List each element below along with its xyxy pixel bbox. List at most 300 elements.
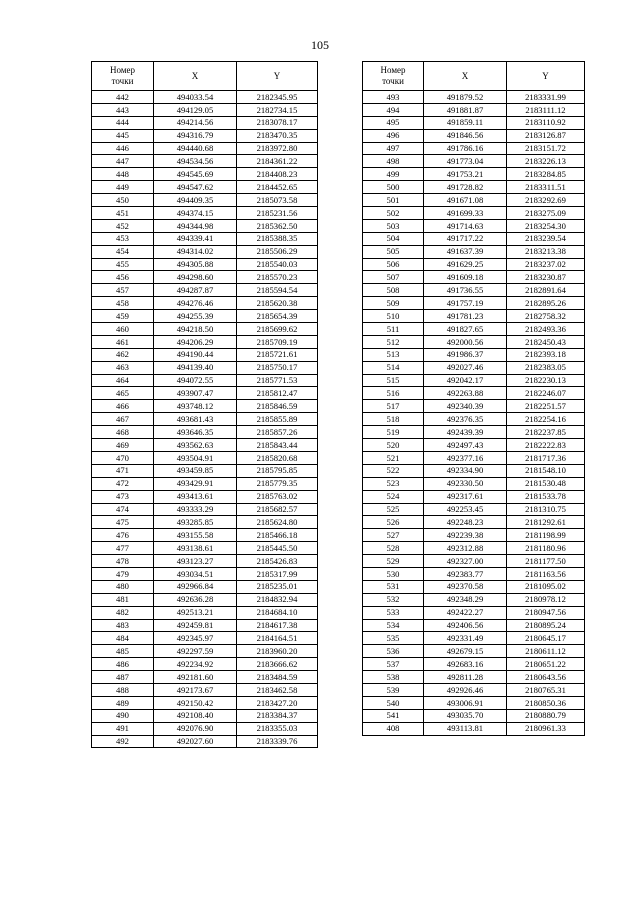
table-row <box>363 606 585 619</box>
point-number-cell: 442 <box>92 91 154 104</box>
point-number-cell: 445 <box>92 129 154 142</box>
y-coordinate-cell: 2182222.83 <box>507 439 585 452</box>
y-coordinate-cell: 2185843.44 <box>237 439 318 452</box>
point-number-cell: 478 <box>92 555 154 568</box>
point-number-cell: 468 <box>92 426 154 439</box>
point-number-cell: 504 <box>363 232 424 245</box>
x-coordinate-cell: 494255.39 <box>154 310 237 323</box>
x-coordinate-cell: 494033.54 <box>154 91 237 104</box>
point-number-header-line2: точки <box>382 76 404 86</box>
point-number-header-line1: Номер <box>109 65 136 75</box>
table-row <box>363 722 585 735</box>
y-coordinate-cell: 2183972.80 <box>237 142 318 155</box>
point-number-header-line2: точки <box>111 76 134 86</box>
point-number-cell: 490 <box>92 709 154 722</box>
y-coordinate-cell: 2180651.22 <box>507 658 585 671</box>
coordinates-table-left <box>91 61 318 748</box>
point-number-cell: 522 <box>363 464 424 477</box>
x-coordinate-cell: 492370.58 <box>424 580 507 593</box>
x-coordinate-cell: 492683.16 <box>424 658 507 671</box>
x-coordinate-cell: 492253.45 <box>424 503 507 516</box>
x-coordinate-cell: 492248.23 <box>424 516 507 529</box>
point-number-cell: 444 <box>92 116 154 129</box>
table-row <box>363 632 585 645</box>
page-number: 105 <box>311 38 329 52</box>
table-row <box>92 529 318 542</box>
point-number-cell: 506 <box>363 258 424 271</box>
point-number-cell: 516 <box>363 387 424 400</box>
y-coordinate-cell: 2183111.12 <box>507 103 585 116</box>
x-coordinate-cell: 492811.28 <box>424 671 507 684</box>
table-row <box>363 348 585 361</box>
point-number-cell: 538 <box>363 671 424 684</box>
y-coordinate-cell: 2183237.02 <box>507 258 585 271</box>
x-coordinate-cell: 493429.91 <box>154 477 237 490</box>
x-coordinate-cell: 494339.41 <box>154 232 237 245</box>
table-row <box>363 387 585 400</box>
table-body <box>92 91 318 748</box>
y-header: Y <box>237 62 318 91</box>
point-number-cell: 479 <box>92 567 154 580</box>
point-number-cell: 518 <box>363 413 424 426</box>
table-row <box>92 645 318 658</box>
point-number-cell: 526 <box>363 516 424 529</box>
point-number-cell: 464 <box>92 374 154 387</box>
x-coordinate-cell: 493138.61 <box>154 542 237 555</box>
y-coordinate-cell: 2181530.48 <box>507 477 585 490</box>
x-coordinate-cell: 492334.90 <box>424 464 507 477</box>
table-row <box>92 168 318 181</box>
point-number-cell: 477 <box>92 542 154 555</box>
x-coordinate-cell: 491781.23 <box>424 310 507 323</box>
y-coordinate-cell: 2185763.02 <box>237 490 318 503</box>
point-number-cell: 509 <box>363 297 424 310</box>
table-row <box>92 387 318 400</box>
x-coordinate-cell: 493413.61 <box>154 490 237 503</box>
y-coordinate-cell: 2182895.26 <box>507 297 585 310</box>
point-number-cell: 454 <box>92 245 154 258</box>
point-number-cell: 532 <box>363 593 424 606</box>
x-coordinate-cell: 492636.28 <box>154 593 237 606</box>
table-header-row <box>92 62 318 91</box>
point-number-cell: 449 <box>92 181 154 194</box>
y-coordinate-cell: 2185362.50 <box>237 219 318 232</box>
point-number-header <box>363 62 424 91</box>
y-coordinate-cell: 2185682.57 <box>237 503 318 516</box>
table-row <box>92 155 318 168</box>
point-number-cell: 541 <box>363 709 424 722</box>
point-number-cell: 492 <box>92 735 154 748</box>
y-coordinate-cell: 2185594.54 <box>237 284 318 297</box>
point-number-cell: 502 <box>363 207 424 220</box>
table-row <box>92 91 318 104</box>
x-coordinate-cell: 492406.56 <box>424 619 507 632</box>
table-row <box>363 116 585 129</box>
table-row <box>363 464 585 477</box>
table-row <box>92 567 318 580</box>
table-row <box>363 503 585 516</box>
y-coordinate-cell: 2180645.17 <box>507 632 585 645</box>
x-coordinate-cell: 492076.90 <box>154 722 237 735</box>
x-coordinate-cell: 494139.40 <box>154 361 237 374</box>
point-number-cell: 465 <box>92 387 154 400</box>
table-row <box>92 142 318 155</box>
table-row <box>92 683 318 696</box>
point-number-cell: 472 <box>92 477 154 490</box>
x-coordinate-cell: 492108.40 <box>154 709 237 722</box>
y-coordinate-cell: 2182450.43 <box>507 335 585 348</box>
x-coordinate-cell: 493907.47 <box>154 387 237 400</box>
y-coordinate-cell: 2183470.35 <box>237 129 318 142</box>
x-coordinate-cell: 493034.51 <box>154 567 237 580</box>
table-row <box>363 529 585 542</box>
y-coordinate-cell: 2185721.61 <box>237 348 318 361</box>
y-coordinate-cell: 2185654.39 <box>237 310 318 323</box>
y-coordinate-cell: 2184452.65 <box>237 181 318 194</box>
point-number-cell: 494 <box>363 103 424 116</box>
table-row <box>92 709 318 722</box>
x-coordinate-cell: 492345.97 <box>154 632 237 645</box>
point-number-cell: 511 <box>363 323 424 336</box>
x-coordinate-cell: 494545.69 <box>154 168 237 181</box>
x-coordinate-cell: 494440.68 <box>154 142 237 155</box>
point-number-cell: 443 <box>92 103 154 116</box>
table-row <box>92 348 318 361</box>
x-coordinate-cell: 493113.81 <box>424 722 507 735</box>
y-coordinate-cell: 2182237.85 <box>507 426 585 439</box>
x-coordinate-cell: 494316.79 <box>154 129 237 142</box>
table-row <box>363 129 585 142</box>
table-row <box>363 181 585 194</box>
y-coordinate-cell: 2184408.23 <box>237 168 318 181</box>
table-row <box>92 735 318 748</box>
x-coordinate-cell: 492679.15 <box>424 645 507 658</box>
y-coordinate-cell: 2180765.31 <box>507 683 585 696</box>
table-row <box>363 155 585 168</box>
y-coordinate-cell: 2185620.38 <box>237 297 318 310</box>
point-number-cell: 482 <box>92 606 154 619</box>
point-number-cell: 507 <box>363 271 424 284</box>
point-number-cell: 512 <box>363 335 424 348</box>
y-coordinate-cell: 2181310.75 <box>507 503 585 516</box>
table-row <box>92 258 318 271</box>
y-coordinate-cell: 2182345.95 <box>237 91 318 104</box>
table-row <box>363 361 585 374</box>
x-coordinate-cell: 492042.17 <box>424 374 507 387</box>
table-row <box>363 245 585 258</box>
x-coordinate-cell: 493748.12 <box>154 400 237 413</box>
point-number-cell: 501 <box>363 194 424 207</box>
point-number-cell: 457 <box>92 284 154 297</box>
y-coordinate-cell: 2185231.56 <box>237 207 318 220</box>
y-coordinate-cell: 2180850.36 <box>507 696 585 709</box>
x-coordinate-cell: 492330.50 <box>424 477 507 490</box>
x-coordinate-cell: 494547.62 <box>154 181 237 194</box>
x-coordinate-cell: 494409.35 <box>154 194 237 207</box>
x-coordinate-cell: 492348.29 <box>424 593 507 606</box>
point-number-cell: 489 <box>92 696 154 709</box>
y-coordinate-cell: 2185812.47 <box>237 387 318 400</box>
point-number-cell: 459 <box>92 310 154 323</box>
x-coordinate-cell: 491736.55 <box>424 284 507 297</box>
table-row <box>92 555 318 568</box>
point-number-cell: 484 <box>92 632 154 645</box>
y-coordinate-cell: 2181095.02 <box>507 580 585 593</box>
table-row <box>92 181 318 194</box>
table-row <box>363 593 585 606</box>
table-row <box>92 361 318 374</box>
y-coordinate-cell: 2184617.38 <box>237 619 318 632</box>
table-row <box>92 451 318 464</box>
point-number-cell: 517 <box>363 400 424 413</box>
table-row <box>92 323 318 336</box>
point-number-cell: 497 <box>363 142 424 155</box>
x-coordinate-cell: 491827.65 <box>424 323 507 336</box>
table-row <box>92 219 318 232</box>
x-coordinate-cell: 492317.61 <box>424 490 507 503</box>
point-number-cell: 495 <box>363 116 424 129</box>
table-row <box>363 516 585 529</box>
y-coordinate-cell: 2185540.03 <box>237 258 318 271</box>
x-coordinate-cell: 492000.56 <box>424 335 507 348</box>
point-number-cell: 451 <box>92 207 154 220</box>
point-number-cell: 455 <box>92 258 154 271</box>
table-row <box>363 258 585 271</box>
x-coordinate-cell: 492181.60 <box>154 671 237 684</box>
x-coordinate-cell: 494214.56 <box>154 116 237 129</box>
table-row <box>92 516 318 529</box>
y-coordinate-cell: 2183462.58 <box>237 683 318 696</box>
y-coordinate-cell: 2185795.85 <box>237 464 318 477</box>
x-coordinate-cell: 491629.25 <box>424 258 507 271</box>
point-number-cell: 536 <box>363 645 424 658</box>
y-coordinate-cell: 2180895.24 <box>507 619 585 632</box>
y-coordinate-cell: 2185317.99 <box>237 567 318 580</box>
x-coordinate-cell: 491846.56 <box>424 129 507 142</box>
table-row <box>92 671 318 684</box>
y-coordinate-cell: 2182891.64 <box>507 284 585 297</box>
table-row <box>92 426 318 439</box>
point-number-cell: 447 <box>92 155 154 168</box>
table-row <box>92 194 318 207</box>
x-coordinate-cell: 492926.46 <box>424 683 507 696</box>
point-number-cell: 528 <box>363 542 424 555</box>
point-number-cell: 481 <box>92 593 154 606</box>
y-coordinate-cell: 2183331.99 <box>507 91 585 104</box>
x-coordinate-cell: 492497.43 <box>424 439 507 452</box>
point-number-cell: 448 <box>92 168 154 181</box>
x-coordinate-cell: 491637.39 <box>424 245 507 258</box>
table-row <box>363 490 585 503</box>
y-coordinate-cell: 2181717.36 <box>507 451 585 464</box>
point-number-cell: 474 <box>92 503 154 516</box>
y-coordinate-cell: 2184684.10 <box>237 606 318 619</box>
table-row <box>92 606 318 619</box>
table-row <box>92 116 318 129</box>
table-row <box>92 593 318 606</box>
point-number-cell: 485 <box>92 645 154 658</box>
y-coordinate-cell: 2182251.57 <box>507 400 585 413</box>
y-coordinate-cell: 2182493.36 <box>507 323 585 336</box>
table-row <box>92 297 318 310</box>
x-coordinate-cell: 492173.67 <box>154 683 237 696</box>
point-number-header <box>92 62 154 91</box>
table-row <box>363 335 585 348</box>
x-coordinate-cell: 491773.04 <box>424 155 507 168</box>
point-number-cell: 408 <box>363 722 424 735</box>
table-row <box>363 645 585 658</box>
table-row <box>363 400 585 413</box>
table-row <box>363 374 585 387</box>
x-coordinate-cell: 492376.35 <box>424 413 507 426</box>
x-header: X <box>154 62 237 91</box>
y-coordinate-cell: 2182393.18 <box>507 348 585 361</box>
point-number-cell: 463 <box>92 361 154 374</box>
y-coordinate-cell: 2181533.78 <box>507 490 585 503</box>
table-row <box>92 658 318 671</box>
x-coordinate-cell: 494129.05 <box>154 103 237 116</box>
x-coordinate-cell: 494344.98 <box>154 219 237 232</box>
x-coordinate-cell: 494305.88 <box>154 258 237 271</box>
point-number-cell: 529 <box>363 555 424 568</box>
y-coordinate-cell: 2183339.76 <box>237 735 318 748</box>
table-row <box>363 555 585 568</box>
x-coordinate-cell: 492027.60 <box>154 735 237 748</box>
y-coordinate-cell: 2181548.10 <box>507 464 585 477</box>
point-number-cell: 510 <box>363 310 424 323</box>
table-row <box>92 400 318 413</box>
x-coordinate-cell: 491717.22 <box>424 232 507 245</box>
x-coordinate-cell: 492239.38 <box>424 529 507 542</box>
table-row <box>363 103 585 116</box>
table-row <box>363 658 585 671</box>
x-coordinate-cell: 491699.33 <box>424 207 507 220</box>
y-coordinate-cell: 2182734.15 <box>237 103 318 116</box>
table-row <box>92 413 318 426</box>
point-number-cell: 467 <box>92 413 154 426</box>
point-number-cell: 483 <box>92 619 154 632</box>
table-body <box>363 91 585 736</box>
table-row <box>363 310 585 323</box>
table-row <box>363 567 585 580</box>
x-coordinate-cell: 491714.63 <box>424 219 507 232</box>
y-coordinate-cell: 2180643.56 <box>507 671 585 684</box>
point-number-cell: 488 <box>92 683 154 696</box>
x-coordinate-cell: 491881.87 <box>424 103 507 116</box>
table-row <box>363 207 585 220</box>
table-row <box>363 284 585 297</box>
table-row <box>363 709 585 722</box>
x-coordinate-cell: 494314.02 <box>154 245 237 258</box>
point-number-cell: 470 <box>92 451 154 464</box>
x-coordinate-cell: 494374.15 <box>154 207 237 220</box>
point-number-cell: 496 <box>363 129 424 142</box>
point-number-cell: 499 <box>363 168 424 181</box>
point-number-cell: 452 <box>92 219 154 232</box>
x-coordinate-cell: 491609.18 <box>424 271 507 284</box>
x-coordinate-cell: 493155.58 <box>154 529 237 542</box>
x-coordinate-cell: 492327.00 <box>424 555 507 568</box>
table-row <box>92 310 318 323</box>
y-coordinate-cell: 2181177.50 <box>507 555 585 568</box>
y-coordinate-cell: 2184361.22 <box>237 155 318 168</box>
table-row <box>92 103 318 116</box>
point-number-cell: 531 <box>363 580 424 593</box>
x-coordinate-cell: 491879.52 <box>424 91 507 104</box>
y-coordinate-cell: 2185846.59 <box>237 400 318 413</box>
y-coordinate-cell: 2183275.09 <box>507 207 585 220</box>
point-number-cell: 491 <box>92 722 154 735</box>
y-coordinate-cell: 2185699.62 <box>237 323 318 336</box>
point-number-cell: 469 <box>92 439 154 452</box>
point-number-cell: 508 <box>363 284 424 297</box>
y-coordinate-cell: 2183292.69 <box>507 194 585 207</box>
x-coordinate-cell: 491986.37 <box>424 348 507 361</box>
x-coordinate-cell: 494072.55 <box>154 374 237 387</box>
y-coordinate-cell: 2183960.20 <box>237 645 318 658</box>
table-row <box>92 232 318 245</box>
y-coordinate-cell: 2185857.26 <box>237 426 318 439</box>
point-number-cell: 519 <box>363 426 424 439</box>
x-coordinate-cell: 493123.27 <box>154 555 237 568</box>
x-coordinate-cell: 494298.60 <box>154 271 237 284</box>
y-coordinate-cell: 2181292.61 <box>507 516 585 529</box>
point-number-cell: 537 <box>363 658 424 671</box>
x-coordinate-cell: 493035.70 <box>424 709 507 722</box>
table-row <box>363 619 585 632</box>
table-row <box>363 580 585 593</box>
point-number-cell: 521 <box>363 451 424 464</box>
y-coordinate-cell: 2185506.29 <box>237 245 318 258</box>
x-coordinate-cell: 494206.29 <box>154 335 237 348</box>
table-row <box>363 426 585 439</box>
y-coordinate-cell: 2184164.51 <box>237 632 318 645</box>
x-coordinate-cell: 493006.91 <box>424 696 507 709</box>
table-row <box>92 580 318 593</box>
y-coordinate-cell: 2181180.96 <box>507 542 585 555</box>
x-coordinate-cell: 494534.56 <box>154 155 237 168</box>
point-number-cell: 453 <box>92 232 154 245</box>
table-row <box>363 477 585 490</box>
point-number-cell: 534 <box>363 619 424 632</box>
point-number-cell: 475 <box>92 516 154 529</box>
y-coordinate-cell: 2182254.16 <box>507 413 585 426</box>
y-coordinate-cell: 2183311.51 <box>507 181 585 194</box>
x-coordinate-cell: 491786.16 <box>424 142 507 155</box>
point-number-cell: 487 <box>92 671 154 684</box>
y-coordinate-cell: 2185235.01 <box>237 580 318 593</box>
table-row <box>363 696 585 709</box>
point-number-cell: 462 <box>92 348 154 361</box>
x-coordinate-cell: 492383.77 <box>424 567 507 580</box>
x-coordinate-cell: 492234.92 <box>154 658 237 671</box>
table-row <box>363 323 585 336</box>
table-row <box>92 335 318 348</box>
y-coordinate-cell: 2183230.87 <box>507 271 585 284</box>
y-coordinate-cell: 2184832.94 <box>237 593 318 606</box>
table-row <box>363 168 585 181</box>
x-coordinate-cell: 494276.46 <box>154 297 237 310</box>
y-coordinate-cell: 2185570.23 <box>237 271 318 284</box>
point-number-cell: 527 <box>363 529 424 542</box>
point-number-cell: 480 <box>92 580 154 593</box>
x-coordinate-cell: 492422.27 <box>424 606 507 619</box>
table-row <box>363 271 585 284</box>
y-coordinate-cell: 2180961.33 <box>507 722 585 735</box>
table-row <box>363 194 585 207</box>
y-coordinate-cell: 2183666.62 <box>237 658 318 671</box>
y-coordinate-cell: 2185779.35 <box>237 477 318 490</box>
